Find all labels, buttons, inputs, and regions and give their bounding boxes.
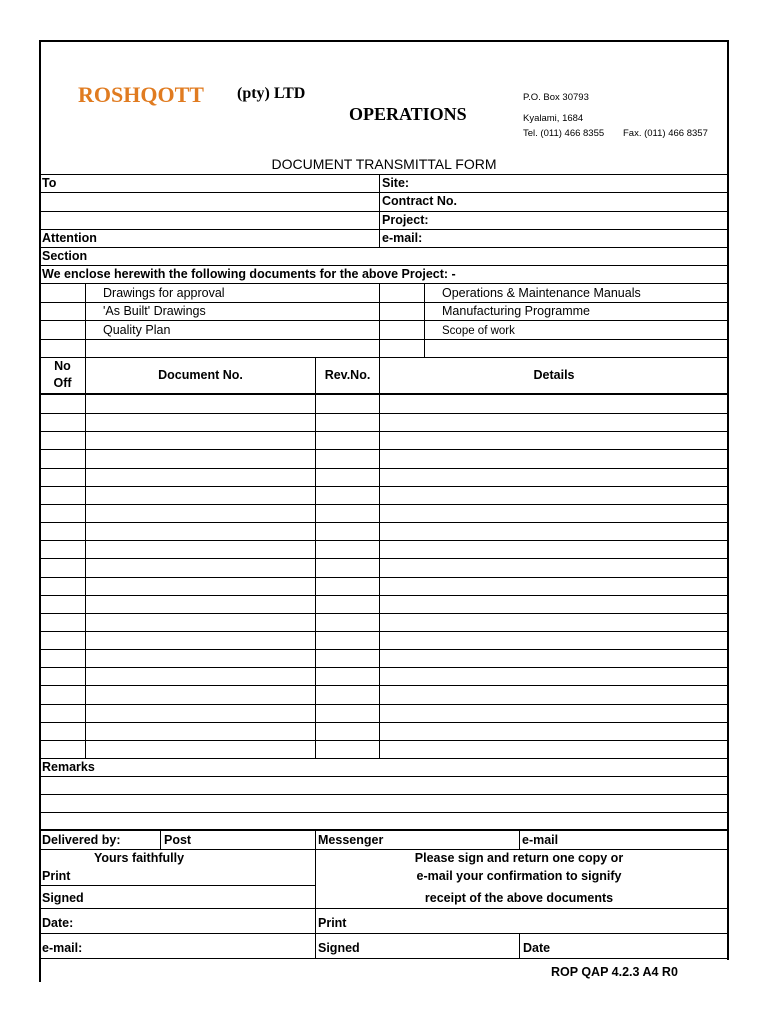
- checkbox-scope-of-work[interactable]: [380, 321, 423, 338]
- table-row[interactable]: [40, 431, 728, 449]
- signed-label: Signed: [42, 891, 84, 905]
- recipient-signed-label: Signed: [318, 941, 360, 955]
- table-row[interactable]: [40, 649, 728, 667]
- table-row[interactable]: [40, 413, 728, 431]
- delivered-by-label: Delivered by:: [42, 833, 121, 847]
- checkbox-om-manuals[interactable]: [380, 284, 423, 301]
- table-row[interactable]: [40, 704, 728, 722]
- table-row[interactable]: [40, 631, 728, 649]
- col-header-rev-no: Rev.No.: [324, 368, 371, 382]
- checkbox-manufacturing-programme[interactable]: [380, 303, 423, 319]
- table-row[interactable]: [40, 486, 728, 504]
- table-row[interactable]: [40, 395, 728, 413]
- table-row[interactable]: [40, 613, 728, 631]
- telephone-number: Tel. (011) 466 8355: [523, 128, 605, 139]
- email-signoff-label: e-mail:: [42, 941, 83, 955]
- return-instruction-line-1: Please sign and return one copy or: [414, 851, 624, 865]
- fax-number: Fax. (011) 466 8357: [623, 128, 708, 139]
- remarks-line-2[interactable]: [41, 795, 727, 811]
- contract-no-label: Contract No.: [382, 194, 457, 208]
- table-row[interactable]: [40, 558, 728, 576]
- table-row[interactable]: [40, 595, 728, 613]
- date-label: Date:: [42, 916, 74, 930]
- option-om-manuals: Operations & Maintenance Manuals: [442, 286, 641, 300]
- return-instruction-line-3: receipt of the above documents: [424, 891, 614, 905]
- attention-label: Attention: [42, 231, 97, 245]
- remarks-line-1[interactable]: [41, 777, 727, 793]
- table-row[interactable]: [40, 522, 728, 540]
- option-scope-of-work: Scope of work: [442, 325, 515, 337]
- section-label: Section: [42, 249, 88, 263]
- return-instruction-line-2: e-mail your confirmation to signify: [416, 869, 622, 883]
- form-title: DOCUMENT TRANSMITTAL FORM: [271, 156, 497, 172]
- form-reference-code: ROP QAP 4.2.3 A4 R0: [551, 965, 678, 979]
- frame-top-border: [39, 40, 729, 42]
- site-label: Site:: [382, 176, 410, 190]
- table-row[interactable]: [40, 740, 728, 758]
- yours-faithfully: Yours faithfully: [93, 851, 185, 865]
- to-label: To: [42, 176, 57, 190]
- checkbox-quality-plan[interactable]: [41, 321, 84, 338]
- delivery-option-post[interactable]: Post: [164, 833, 192, 847]
- recipient-date-label: Date: [523, 941, 551, 955]
- option-as-built-drawings: 'As Built' Drawings: [103, 304, 206, 318]
- table-row[interactable]: [40, 685, 728, 703]
- table-row[interactable]: [40, 577, 728, 595]
- col-header-no-off: No Off: [53, 359, 72, 390]
- option-quality-plan: Quality Plan: [103, 323, 171, 337]
- table-row[interactable]: [40, 468, 728, 486]
- recipient-print-label: Print: [318, 916, 347, 930]
- remarks-label: Remarks: [42, 760, 95, 774]
- col-header-document-no: Document No.: [158, 368, 243, 382]
- address-city: Kyalami, 1684: [523, 113, 584, 124]
- table-row[interactable]: [40, 667, 728, 685]
- option-manufacturing-programme: Manufacturing Programme: [442, 304, 590, 318]
- remarks-line-3[interactable]: [41, 813, 727, 828]
- table-row[interactable]: [40, 722, 728, 740]
- table-row[interactable]: [40, 504, 728, 522]
- checkbox-as-built-drawings[interactable]: [41, 303, 84, 319]
- option-drawings-for-approval: Drawings for approval: [103, 286, 225, 300]
- print-label: Print: [42, 869, 71, 883]
- email-label: e-mail:: [382, 231, 423, 245]
- delivery-option-messenger[interactable]: Messenger: [318, 833, 384, 847]
- project-label: Project:: [382, 213, 429, 227]
- table-row[interactable]: [40, 449, 728, 467]
- company-suffix: (pty) LTD: [237, 85, 306, 102]
- address-po-box: P.O. Box 30793: [523, 92, 589, 103]
- department-title: OPERATIONS: [349, 104, 467, 124]
- checkbox-drawings-for-approval[interactable]: [41, 284, 84, 301]
- table-row[interactable]: [40, 540, 728, 558]
- company-name: ROSHQOTT: [78, 82, 204, 107]
- enclose-statement: We enclose herewith the following documents for the above Project: -: [42, 267, 456, 281]
- delivery-option-email[interactable]: e-mail: [522, 833, 559, 847]
- col-header-details: Details: [533, 368, 575, 382]
